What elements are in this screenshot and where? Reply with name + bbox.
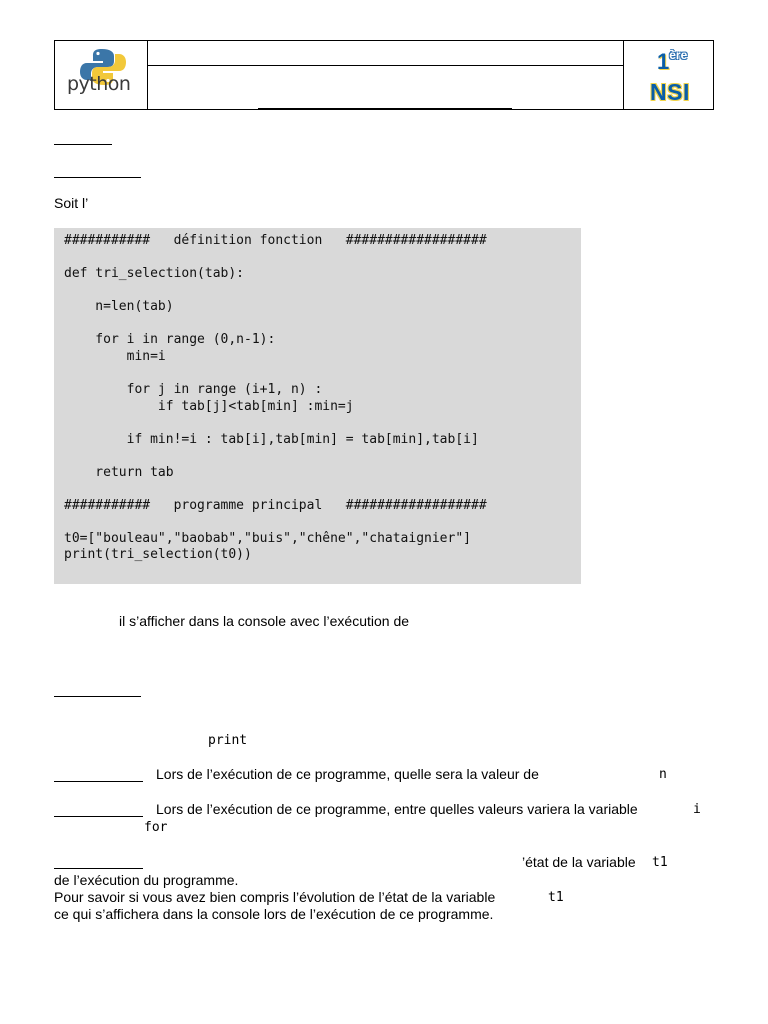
level-suffix: ère [669,48,688,62]
code-line: for j in range (i+1, n) : [64,382,323,397]
code-block [54,228,581,584]
for-keyword: for [144,820,168,835]
code-line: return tab [64,465,174,480]
answer-blank [54,816,143,817]
question-t1-line4: ce qui s’affichera dans la console lors de l’exécution de ce programme. [54,906,494,922]
code-line: if tab[j]<tab[min] :min=j [64,399,354,414]
question-t1-line2: de l’exécution du programme. [54,872,239,888]
answer-blank [54,781,143,782]
question-t1: ’état de la variable [522,854,636,870]
question-i: Lors de l’exécution de ce programme, entre quelles valeurs variera la variable [156,801,638,817]
header-title-area [148,41,623,109]
code-line: min=i [64,349,166,364]
heading-rule-2 [54,177,141,178]
header-divider [148,65,623,66]
code-line: n=len(tab) [64,299,174,314]
code-line: ########### définition fonction ################## [64,233,487,248]
heading-rule-3 [54,696,141,697]
heading-rule-1 [54,144,112,145]
variable-n: n [659,767,667,782]
answer-blank [54,868,143,869]
header-underline [258,108,512,110]
code-line: print(tri_selection(t0)) [64,547,252,562]
python-logo-text: python [67,73,131,95]
code-line: if min!=i : tab[i],tab[min] = tab[min],tab[i] [64,432,479,447]
subject-label: NSI [650,79,690,105]
print-keyword: print [208,733,248,748]
intro-text: Soit l’ [54,195,89,211]
console-question: il s’afficher dans la console avec l’exécution de [119,613,410,629]
logo-cell [55,41,148,109]
variable-t1: t1 [548,890,564,905]
level-label [657,49,687,75]
question-t1-line3: Pour savoir si vous avez bien compris l’évolution de l’état de la variable [54,889,496,905]
code-line: def tri_selection(tab): [64,266,245,281]
header-box [54,40,714,110]
code-line: t0=["bouleau","baobab","buis","chêne","chataignier"] [64,531,471,546]
variable-t1: t1 [652,855,668,870]
code-line: for i in range (0,n-1): [64,332,276,347]
level-cell [623,41,714,109]
code-line: ########### programme principal ################## [64,498,487,513]
question-n: Lors de l’exécution de ce programme, quelle sera la valeur de [156,766,539,782]
variable-i: i [693,802,701,817]
level-number: 1 [657,49,670,74]
